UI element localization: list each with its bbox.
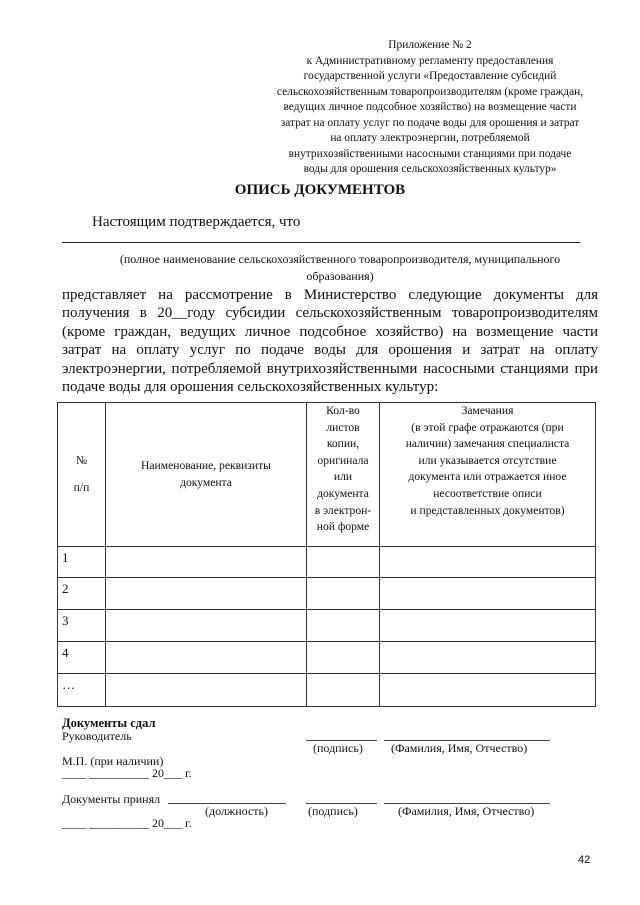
header-text: документа (317, 486, 369, 500)
table-row (58, 578, 596, 610)
row-number: 3 (58, 610, 106, 642)
table-row (58, 610, 596, 642)
row-cell-name[interactable] (106, 674, 307, 707)
row-cell-notes[interactable] (380, 642, 596, 674)
body-line: подаче воды для орошения сельскохозяйственных культур: (62, 379, 439, 396)
stamp-label: М.П. (при наличии) (62, 754, 164, 768)
head-label: Руководитель (62, 729, 132, 743)
signature-caption: (подпись) (313, 741, 363, 755)
header-line: государственной услуги «Предоставление субсидий (303, 70, 557, 82)
header-line: на оплату электроэнергии, потребляемой (330, 132, 530, 144)
body-line: (кроме граждан, ведущих личное подсобное хозяйство) на возмещение части (62, 323, 598, 340)
header-text: п/п (73, 480, 90, 494)
body-line: электроэнергии, потребляемой внутрихозяйственными насосными станциями при (62, 360, 598, 377)
header-line: воды для орошения сельскохозяйственных культур» (303, 163, 557, 175)
table-row (58, 547, 596, 578)
header-line: Приложение № 2 (388, 39, 472, 51)
row-cell-sheets[interactable] (307, 610, 380, 642)
row-cell-notes[interactable] (380, 578, 596, 610)
body-line: затрат на оплату услуг по подаче воды для орошения и затрат на оплату (62, 342, 598, 359)
row-cell-sheets[interactable] (307, 674, 380, 707)
header-text: Кол-во (326, 404, 360, 417)
header-text: или указывается отсутствие (418, 453, 557, 467)
fio-caption: (Фамилия, Имя, Отчество) (398, 804, 535, 818)
documents-table (57, 402, 596, 707)
column-header-name (106, 403, 307, 547)
signature-caption: (подпись) (308, 804, 358, 818)
row-cell-notes[interactable] (380, 610, 596, 642)
header-text: листов (326, 420, 360, 434)
page-number: 42 (578, 854, 591, 866)
header-text: документа или отражается иное (408, 470, 567, 484)
table-header-row (58, 403, 596, 547)
row-cell-sheets[interactable] (307, 578, 380, 610)
header-text: в электрон- (314, 503, 372, 517)
date-line: ____ __________ 20___ г. (62, 816, 192, 830)
row-cell-notes[interactable] (380, 547, 596, 578)
table-row (58, 642, 596, 674)
confirm-text: Настоящим подтверждается, что (92, 214, 301, 230)
header-line: внутрихозяйственными насосными станциями при подаче (288, 147, 572, 160)
row-cell-sheets[interactable] (307, 642, 380, 674)
header-line: ведущих личное подсобное хозяйство) на возмещение части (283, 101, 577, 113)
header-line: к Административному регламенту предоставления (306, 54, 554, 67)
row-cell-name[interactable] (106, 610, 307, 642)
column-header-notes (380, 403, 596, 547)
header-text: и представленных документов) (410, 503, 565, 517)
body-paragraph (62, 286, 598, 396)
header-text: (в этой графе отражаются (при (411, 420, 564, 434)
header-line: затрат на оплату услуг по подаче воды для орошения и затрат (280, 116, 580, 129)
fio-caption: (Фамилия, Имя, Отчество) (391, 741, 528, 755)
caption-line: образования) (306, 269, 374, 283)
organization-name-fill-line[interactable] (62, 242, 580, 243)
header-text: несоответствие описи (433, 486, 542, 500)
header-text: копии, (326, 437, 360, 451)
header-text: Замечания (461, 404, 514, 417)
header-text: Наименование, реквизиты (141, 458, 271, 472)
caption-line: (полное наименование сельскохозяйственного товаропроизводителя, муниципального (119, 252, 561, 266)
row-cell-notes[interactable] (380, 674, 596, 707)
position-caption: (должность) (205, 804, 268, 818)
row-cell-name[interactable] (106, 547, 307, 578)
table-row (58, 674, 596, 707)
date-line: ____ __________ 20___ г. (62, 766, 192, 780)
body-line: представляет на рассмотрение в Министерство следующие документы для (62, 287, 598, 303)
organization-name-caption (80, 251, 600, 285)
row-cell-sheets[interactable] (307, 547, 380, 578)
row-cell-name[interactable] (106, 578, 307, 610)
header-text: № (75, 453, 88, 467)
row-number: 4 (58, 642, 106, 674)
body-line: получения в 20__году субсидии сельскохозяйственным товаропроизводителям (62, 305, 598, 322)
column-header-number (58, 403, 106, 547)
row-number: … (58, 674, 106, 707)
handed-over-title: Документы сдал (62, 716, 156, 730)
header-text: ной форме (316, 520, 370, 534)
accepted-label: Документы принял (62, 792, 161, 806)
header-text: или (333, 470, 353, 484)
header-text: документа (180, 475, 232, 489)
annex-header (250, 38, 610, 178)
row-number: 1 (58, 547, 106, 578)
header-line: сельскохозяйственным товаропроизводителям (кроме граждан, (276, 85, 584, 98)
row-number: 2 (58, 578, 106, 610)
header-text: оригинала (317, 453, 369, 467)
document-title: ОПИСЬ ДОКУМЕНТОВ (234, 182, 406, 198)
header-text: наличии) замечания специалиста (405, 437, 570, 451)
column-header-sheets (307, 403, 380, 547)
row-cell-name[interactable] (106, 642, 307, 674)
